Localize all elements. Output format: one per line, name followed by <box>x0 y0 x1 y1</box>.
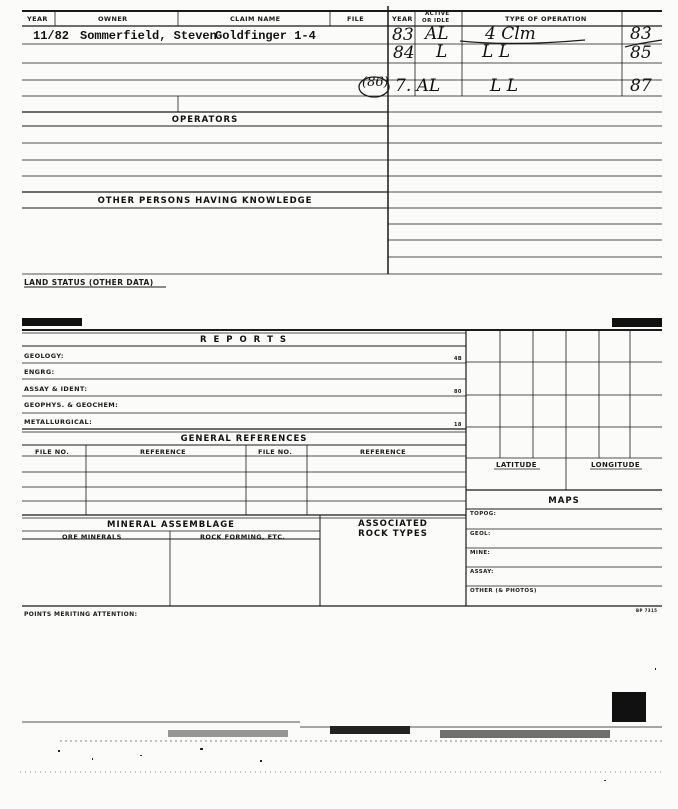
activity-status-3: 7. AL <box>395 76 441 96</box>
activity-right-2: 85 <box>630 43 652 63</box>
longitude-label: LONGITUDE <box>591 461 641 469</box>
scan-speck <box>58 750 60 752</box>
maps-mine-label: MINE: <box>470 550 491 556</box>
maps-topog-label: TOPOG: <box>470 511 497 517</box>
scan-speck <box>140 755 142 756</box>
gr-reference-header-2: REFERENCE <box>360 448 407 456</box>
scan-speck <box>92 758 93 760</box>
type-of-operation-header: TYPE OF OPERATION <box>505 15 587 23</box>
gr-file-no-header-2: FILE NO. <box>258 448 293 456</box>
associated-rock-types-line1: ASSOCIATED <box>358 519 428 529</box>
mineral-assemblage-heading: MINERAL ASSEMBLAGE <box>106 520 235 530</box>
report-metallurgical-num: 18 <box>454 422 462 428</box>
claim-name: Goldfinger 1-4 <box>215 29 316 43</box>
land-status-label: LAND STATUS (OTHER DATA) <box>24 278 154 287</box>
activity-type-2: L L <box>482 42 510 62</box>
points-meriting-attention-label: POINTS MERITING ATTENTION: <box>24 611 138 618</box>
activity-status-2: L <box>436 42 448 62</box>
ore-minerals-header: ORE MINERALS <box>62 533 122 541</box>
associated-rock-types-line2: ROCK TYPES <box>358 529 428 539</box>
scan-speck <box>604 780 606 781</box>
activity-year-header: YEAR <box>392 15 413 23</box>
active-header-line1: ACTIVE <box>425 11 450 17</box>
activity-right-3: 87 <box>630 76 652 96</box>
maps-assay-label: ASSAY: <box>470 569 494 575</box>
report-assay-num: 80 <box>454 389 462 395</box>
form-number: BP 7315 <box>636 608 658 613</box>
other-persons-heading: OTHER PERSONS HAVING KNOWLEDGE <box>97 196 313 206</box>
claim-owner: Sommerfield, Steven <box>80 29 217 43</box>
scan-speck <box>655 668 656 670</box>
report-metallurgical-label: METALLURGICAL: <box>24 418 93 426</box>
activity-type-3: L L <box>490 76 518 96</box>
activity-year-3: (86) <box>362 75 389 90</box>
report-assay-label: ASSAY & IDENT: <box>24 385 88 393</box>
activity-year-2: 84 <box>393 43 415 63</box>
operators-heading: OPERATORS <box>171 115 239 125</box>
report-geology-num: 4B <box>454 356 463 362</box>
reports-heading: R E P O R T S <box>199 335 289 345</box>
activity-right-1: 83 <box>630 24 652 44</box>
report-geology-label: GEOLOGY: <box>24 352 64 360</box>
maps-heading: MAPS <box>548 496 580 506</box>
year-header: YEAR <box>27 15 48 23</box>
gr-file-no-header-1: FILE NO. <box>35 448 70 456</box>
rock-forming-header: ROCK FORMING, ETC. <box>200 533 286 541</box>
report-geophys-label: GEOPHYS. & GEOCHEM: <box>24 401 119 409</box>
report-engrg-label: ENGRG: <box>24 368 55 376</box>
gr-reference-header-1: REFERENCE <box>140 448 187 456</box>
scan-speck <box>200 748 203 750</box>
latitude-label: LATITUDE <box>496 461 537 469</box>
activity-type-1: 4 Clm <box>485 24 536 44</box>
maps-geol-label: GEOL: <box>470 531 491 537</box>
activity-status-1: AL <box>425 24 449 44</box>
active-header-line2: OR IDLE <box>422 18 450 24</box>
claim-year: 11/82 <box>33 29 70 43</box>
scan-speck <box>260 760 262 762</box>
owner-header: OWNER <box>98 15 128 23</box>
maps-other-label: OTHER (& PHOTOS) <box>470 588 537 594</box>
claim-name-header: CLAIM NAME <box>230 15 281 23</box>
activity-year-1: 83 <box>392 25 414 45</box>
general-references-heading: GENERAL REFERENCES <box>180 434 308 444</box>
file-header: FILE <box>347 15 365 23</box>
